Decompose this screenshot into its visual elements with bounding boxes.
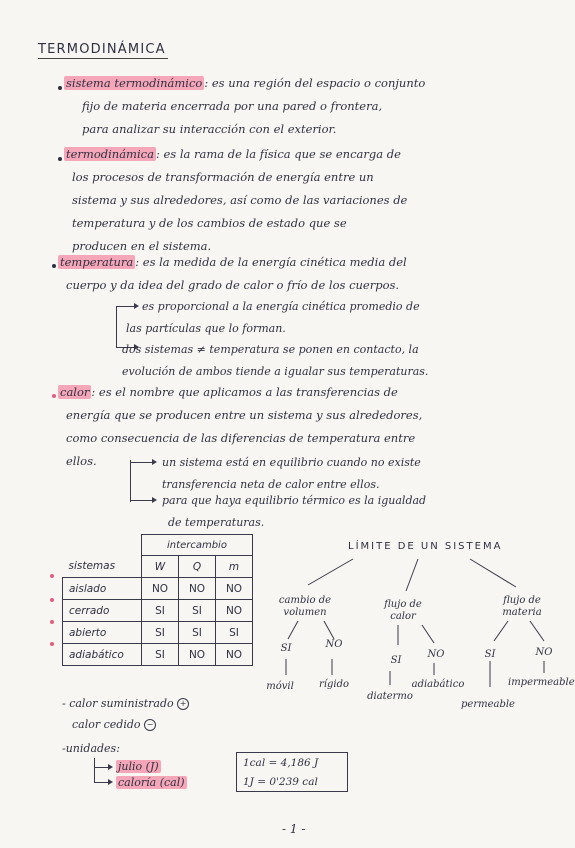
sistema-line-0: : es una región del espacio o conjunto: [204, 76, 426, 90]
table-row: abierto SI SI SI: [63, 622, 253, 644]
title-underline: [38, 58, 168, 59]
termodinamica-line-4: producen en el sistema.: [72, 239, 212, 253]
table-row: adiabático SI NO NO: [63, 644, 253, 666]
temperatura-branch-2-line-1: evolución de ambos tiende a igualar sus temperaturas.: [122, 365, 429, 378]
bullet-sistema: [58, 86, 62, 90]
definition-temperatura: [58, 251, 558, 297]
page-number: - 1 -: [282, 822, 306, 836]
table-header-q: Q: [179, 556, 216, 578]
row-marker-icon: [50, 574, 54, 578]
arrow-icon: [108, 779, 113, 785]
temperatura-branch-2: [122, 339, 562, 383]
table-header-m: m: [216, 556, 253, 578]
volumen-no: NO: [325, 639, 343, 650]
result-impermeable: impermeable: [508, 677, 575, 688]
bullet-calor: [52, 394, 56, 398]
table-row: cerrado SI SI NO: [63, 600, 253, 622]
conversion-line-1: 1cal = 4,186 J: [243, 757, 319, 769]
temperatura-line-1: cuerpo y da idea del grado de calor o frío de los cuerpos.: [66, 278, 400, 292]
calor-branch-line-1: [130, 462, 154, 463]
conversion-line-2: 1J = 0'239 cal: [243, 776, 318, 788]
termodinamica-line-2: sistema y sus alrededores, así como de las variaciones de: [72, 193, 408, 207]
system-boundary-diagram: [258, 535, 575, 725]
page-title: TERMODINÁMICA: [38, 42, 166, 57]
calor-branch-2: [162, 490, 562, 534]
result-permeable: permeable: [461, 699, 515, 710]
exchange-table: [62, 534, 253, 666]
calor-line-2: como consecuencia de las diferencias de temperatura entre: [66, 431, 416, 445]
calor-branch-1-line-0: un sistema está en equilibrio cuando no existe: [162, 456, 421, 469]
arrow-icon: [152, 497, 157, 503]
temperatura-bracket: [116, 306, 117, 348]
table-row: aislado NO NO NO: [63, 578, 253, 600]
table-header-sistemas: sistemas: [63, 556, 142, 578]
term-termodinamica: termodinámica: [66, 147, 154, 161]
arrow-icon: [152, 459, 157, 465]
bullet-temperatura: [52, 264, 56, 268]
diagram-title: LÍMITE DE UN SISTEMA: [348, 541, 503, 552]
minus-sign-icon: −: [144, 719, 156, 731]
temperatura-branch-2-line-0: dos sistemas ≠ temperatura se ponen en contacto, la: [122, 343, 419, 356]
conversion-box: [236, 752, 348, 792]
unit-caloria: caloría (cal): [118, 776, 185, 789]
unit-julio: julio (J): [118, 760, 159, 773]
calor-bracket: [130, 460, 131, 502]
result-diatermo: diatermo: [367, 691, 413, 702]
calor-branch-1-line-1: transferencia neta de calor entre ellos.: [162, 478, 380, 491]
definition-sistema: [64, 72, 554, 141]
result-adiabatico: adiabático: [411, 679, 465, 690]
bullet-termodinamica: [58, 157, 62, 161]
table-header-w: W: [142, 556, 179, 578]
table-group-header: intercambio: [142, 535, 253, 556]
temperatura-line-0: : es la medida de la energía cinética media del: [135, 255, 407, 269]
term-calor: calor: [60, 385, 90, 399]
temperatura-branch-1: [126, 296, 562, 340]
temperatura-branch-1-line-0: es proporcional a la energía cinética promedio de: [142, 300, 420, 313]
note-calor-suministrado: - calor suministrado +: [62, 693, 189, 715]
row-marker-icon: [50, 642, 54, 646]
temperatura-branch-line-1: [116, 306, 136, 307]
term-sistema: sistema termodinámico: [66, 76, 203, 90]
node-flujo-materia: flujo de materia: [502, 595, 542, 618]
calor-branch-2-line-0: para que haya equilibrio térmico es la igualdad: [162, 494, 427, 507]
node-flujo-calor: flujo de calor: [384, 599, 422, 622]
materia-no: NO: [535, 647, 553, 658]
volumen-si: SI: [280, 643, 292, 654]
calor-branch-2-line-1: de temperaturas.: [168, 516, 265, 529]
arrow-icon: [134, 303, 139, 309]
arrow-icon: [108, 764, 113, 770]
unidades-bracket: [94, 758, 95, 782]
calor-si: SI: [390, 655, 402, 666]
materia-si: SI: [484, 649, 496, 660]
calor-line-1: energía que se producen entre un sistema y sus alrededores,: [66, 408, 423, 422]
note-calor-cedido: calor cedido −: [72, 714, 156, 736]
termodinamica-line-3: temperatura y de los cambios de estado que se: [72, 216, 347, 230]
calor-no: NO: [427, 649, 445, 660]
sistema-line-1: fijo de materia encerrada por una pared o frontera,: [82, 99, 383, 113]
result-movil: móvil: [266, 681, 294, 692]
row-marker-icon: [50, 620, 54, 624]
result-rigido: rígido: [319, 679, 349, 690]
row-marker-icon: [50, 598, 54, 602]
calor-line-3: ellos.: [66, 454, 97, 468]
definition-termodinamica: [64, 143, 554, 258]
termodinamica-line-1: los procesos de transformación de energía entre un: [72, 170, 374, 184]
note-unidades: -unidades:: [62, 742, 120, 755]
sistema-line-2: para analizar su interacción con el exterior.: [82, 122, 337, 136]
calor-line-0: : es el nombre que aplicamos a las transferencias de: [91, 385, 398, 399]
term-temperatura: temperatura: [60, 255, 134, 269]
calor-branch-line-2: [130, 500, 154, 501]
temperatura-branch-1-line-1: las partículas que lo forman.: [126, 322, 286, 335]
node-cambio-volumen: cambio de volumen: [278, 595, 332, 618]
plus-sign-icon: +: [177, 698, 189, 710]
termodinamica-line-0: : es la rama de la física que se encarga de: [155, 147, 401, 161]
